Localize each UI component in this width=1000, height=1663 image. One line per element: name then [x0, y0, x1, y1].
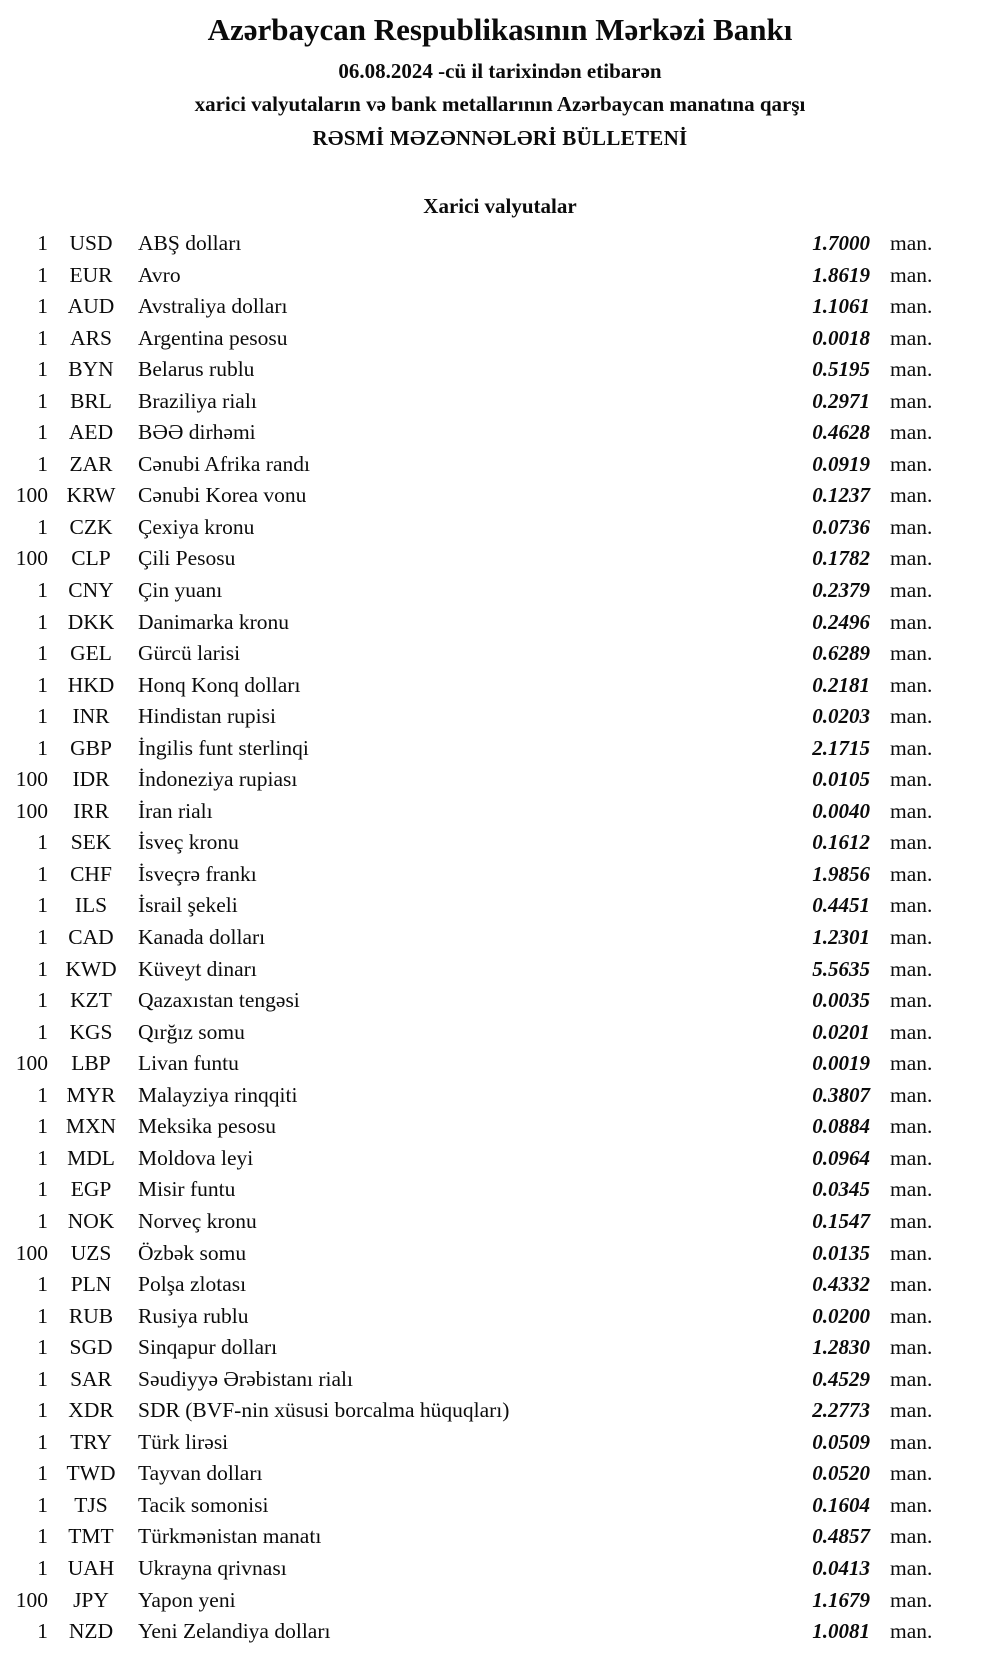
currency-code-cell: MDL — [67, 1145, 115, 1170]
rate-cell: 1.0081 — [812, 1619, 870, 1644]
rate-cell: 0.0200 — [812, 1303, 870, 1328]
currency-code-cell: JPY — [73, 1587, 109, 1612]
currency-code-cell: EUR — [69, 262, 113, 287]
currency-name-cell: Hindistan rupisi — [138, 704, 276, 729]
rate-cell: 0.0201 — [812, 1019, 870, 1044]
rate-cell: 0.0736 — [812, 514, 870, 539]
currency-code-cell: KRW — [66, 483, 116, 508]
table-row — [0, 733, 1000, 765]
unit-cell: man. — [890, 262, 933, 287]
currency-name-cell: Tacik somonisi — [138, 1492, 269, 1517]
table-row — [0, 607, 1000, 639]
unit-cell: man. — [890, 388, 933, 413]
currency-code-cell: XDR — [68, 1398, 114, 1423]
currency-name-cell: Tayvan dolları — [138, 1461, 263, 1486]
currency-name-cell: Çexiya kronu — [138, 514, 255, 539]
table-row — [0, 1111, 1000, 1143]
table-row — [0, 890, 1000, 922]
unit-cell: man. — [890, 325, 933, 350]
rate-cell: 0.3807 — [812, 1082, 870, 1107]
table-row — [0, 1143, 1000, 1175]
unit-cell: man. — [890, 925, 933, 950]
rate-cell: 2.1715 — [812, 735, 870, 760]
quantity-cell: 1 — [37, 1145, 48, 1170]
unit-cell: man. — [890, 641, 933, 666]
quantity-cell: 1 — [37, 830, 48, 855]
currency-code-cell: CAD — [68, 925, 114, 950]
currency-name-cell: Braziliya rialı — [138, 388, 257, 413]
currency-code-cell: MYR — [66, 1082, 116, 1107]
section-title-foreign-currencies: Xarici valyutalar — [423, 194, 577, 218]
quantity-cell: 1 — [37, 231, 48, 255]
rate-cell: 0.4628 — [812, 420, 870, 445]
subject-line: xarici valyutaların və bank metallarının Azərbaycan manatına qarşı — [194, 92, 806, 116]
table-row — [0, 260, 1000, 292]
unit-cell: man. — [890, 1524, 933, 1549]
currency-name-cell: Danimarka kronu — [138, 609, 290, 634]
table-row — [0, 796, 1000, 828]
currency-code-cell: AUD — [67, 294, 115, 319]
unit-cell: man. — [890, 1082, 933, 1107]
unit-cell: man. — [890, 294, 933, 319]
unit-cell: man. — [890, 735, 933, 760]
currency-name-cell: Malayziya rinqqiti — [138, 1082, 298, 1107]
currency-code-cell: GEL — [70, 641, 112, 666]
table-row — [0, 480, 1000, 512]
rate-cell: 0.0345 — [812, 1177, 870, 1202]
unit-cell: man. — [890, 988, 933, 1013]
currency-name-cell: Ukrayna qrivnası — [138, 1555, 287, 1580]
currency-code-cell: ILS — [74, 893, 108, 918]
table-row — [0, 291, 1000, 323]
unit-cell: man. — [890, 483, 933, 508]
quantity-cell: 1 — [37, 514, 48, 539]
quantity-cell: 100 — [15, 483, 48, 508]
currency-name-cell: Çili Pesosu — [138, 546, 236, 571]
currency-name-cell: Çin yuanı — [138, 578, 223, 603]
rate-cell: 0.0884 — [812, 1114, 870, 1139]
currency-code-cell: BYN — [68, 357, 114, 382]
table-row — [0, 859, 1000, 891]
unit-cell: man. — [890, 357, 933, 382]
unit-cell: man. — [890, 1145, 933, 1170]
unit-cell: man. — [890, 1619, 933, 1644]
quantity-cell: 1 — [37, 1177, 48, 1202]
quantity-cell: 1 — [37, 1335, 48, 1360]
unit-cell: man. — [890, 1051, 933, 1076]
effective-date-line: 06.08.2024 -cü il tarixindən etibarən — [338, 59, 662, 83]
table-row — [0, 1427, 1000, 1459]
rate-cell: 0.0105 — [812, 767, 870, 792]
rate-cell: 0.2181 — [812, 672, 870, 697]
currency-code-cell: UZS — [70, 1240, 112, 1265]
rate-cell: 0.0919 — [812, 451, 870, 476]
unit-cell: man. — [890, 1240, 933, 1265]
table-row — [0, 228, 1000, 260]
table-row — [0, 1332, 1000, 1364]
quantity-cell: 1 — [37, 1429, 48, 1454]
currency-code-cell: KWD — [65, 956, 117, 981]
currency-code-cell: TRY — [70, 1429, 112, 1454]
unit-cell: man. — [890, 1492, 933, 1517]
unit-cell: man. — [890, 1272, 933, 1297]
rate-cell: 1.8619 — [812, 262, 870, 287]
unit-cell: man. — [890, 1208, 933, 1233]
table-row — [0, 1458, 1000, 1490]
table-row — [0, 1048, 1000, 1080]
currency-name-cell: İsrail şekeli — [138, 893, 238, 918]
quantity-cell: 1 — [37, 294, 48, 319]
table-row — [0, 1585, 1000, 1617]
unit-cell: man. — [890, 1461, 933, 1486]
currency-code-cell: RUB — [68, 1303, 114, 1328]
quantity-cell: 1 — [37, 1303, 48, 1328]
table-row — [0, 764, 1000, 796]
rate-cell: 0.0413 — [812, 1555, 870, 1580]
rate-cell: 0.4332 — [812, 1272, 870, 1297]
currency-code-cell: NOK — [67, 1208, 115, 1233]
currency-name-cell: Livan funtu — [138, 1051, 239, 1076]
rate-cell: 0.6289 — [812, 641, 870, 666]
currency-name-cell: Qırğız somu — [138, 1019, 245, 1044]
currency-code-cell: DKK — [67, 609, 115, 634]
quantity-cell: 1 — [37, 956, 48, 981]
table-row — [0, 386, 1000, 418]
currency-name-cell: İsveçrə frankı — [138, 861, 257, 886]
rate-cell: 1.7000 — [812, 231, 870, 255]
currency-code-cell: CZK — [69, 514, 113, 539]
currency-name-cell: İsveç kronu — [138, 830, 239, 855]
quantity-cell: 1 — [37, 1492, 48, 1517]
currency-code-cell: TWD — [66, 1461, 116, 1486]
table-row — [0, 670, 1000, 702]
table-row — [0, 638, 1000, 670]
currency-code-cell: IRR — [73, 798, 109, 823]
quantity-cell: 100 — [15, 798, 48, 823]
table-row — [0, 1174, 1000, 1206]
quantity-cell: 100 — [15, 1051, 48, 1076]
unit-cell: man. — [890, 231, 933, 255]
currency-code-cell: TMT — [68, 1524, 114, 1549]
currency-name-cell: Avro — [138, 262, 181, 287]
currency-code-cell: SAR — [70, 1366, 112, 1391]
quantity-cell: 100 — [15, 767, 48, 792]
currency-code-cell: SEK — [70, 830, 112, 855]
unit-cell: man. — [890, 704, 933, 729]
unit-cell: man. — [890, 420, 933, 445]
quantity-cell: 1 — [37, 893, 48, 918]
unit-cell: man. — [890, 1335, 933, 1360]
unit-cell: man. — [890, 1303, 933, 1328]
quantity-cell: 100 — [15, 1587, 48, 1612]
currency-code-cell: ZAR — [69, 451, 113, 476]
rate-cell: 0.4451 — [812, 893, 870, 918]
unit-cell: man. — [890, 578, 933, 603]
currency-name-cell: Cənubi Korea vonu — [138, 483, 307, 508]
rate-cell: 1.1679 — [812, 1587, 870, 1612]
table-row — [0, 1301, 1000, 1333]
currency-name-cell: Meksika pesosu — [138, 1114, 276, 1139]
quantity-cell: 1 — [37, 609, 48, 634]
bank-title: Azərbaycan Respublikasının Mərkəzi Bankı — [207, 12, 793, 47]
unit-cell: man. — [890, 1429, 933, 1454]
currency-name-cell: SDR (BVF-nin xüsusi borcalma hüquqları) — [138, 1398, 510, 1423]
rate-cell: 0.1604 — [812, 1492, 870, 1517]
currency-code-cell: ARS — [70, 325, 112, 350]
currency-name-cell: Belarus rublu — [138, 357, 255, 382]
unit-cell: man. — [890, 1177, 933, 1202]
unit-cell: man. — [890, 1114, 933, 1139]
quantity-cell: 1 — [37, 925, 48, 950]
exchange-rates-table — [0, 228, 1000, 1648]
rate-cell: 0.0019 — [812, 1051, 870, 1076]
quantity-cell: 1 — [37, 672, 48, 697]
unit-cell: man. — [890, 1366, 933, 1391]
quantity-cell: 1 — [37, 1524, 48, 1549]
currency-code-cell: LBP — [71, 1051, 111, 1076]
quantity-cell: 1 — [37, 325, 48, 350]
rate-cell: 0.0040 — [812, 798, 870, 823]
rate-cell: 0.0964 — [812, 1145, 870, 1170]
currency-code-cell: NZD — [68, 1619, 114, 1644]
rate-cell: 2.2773 — [812, 1398, 870, 1423]
currency-code-cell: AED — [68, 420, 114, 445]
quantity-cell: 1 — [37, 1461, 48, 1486]
currency-name-cell: Qazaxıstan tengəsi — [138, 988, 300, 1013]
currency-name-cell: Sinqapur dolları — [138, 1335, 278, 1360]
currency-name-cell: Türkmənistan manatı — [138, 1524, 322, 1549]
table-row — [0, 417, 1000, 449]
rate-cell: 0.0018 — [812, 325, 870, 350]
currency-code-cell: KGS — [69, 1019, 113, 1044]
currency-code-cell: PLN — [70, 1272, 112, 1297]
unit-cell: man. — [890, 861, 933, 886]
quantity-cell: 1 — [37, 704, 48, 729]
unit-cell: man. — [890, 1555, 933, 1580]
quantity-cell: 1 — [37, 988, 48, 1013]
quantity-cell: 1 — [37, 1272, 48, 1297]
table-row — [0, 1521, 1000, 1553]
unit-cell: man. — [890, 1587, 933, 1612]
bulletin-title: RƏSMİ MƏZƏNNƏLƏRİ BÜLLETENİ — [312, 126, 688, 150]
currency-name-cell: Yapon yeni — [138, 1587, 236, 1612]
table-row — [0, 1490, 1000, 1522]
unit-cell: man. — [890, 893, 933, 918]
rate-cell: 0.1547 — [812, 1208, 870, 1233]
table-row — [0, 701, 1000, 733]
table-row — [0, 1553, 1000, 1585]
currency-name-cell: İran rialı — [138, 798, 213, 823]
quantity-cell: 1 — [37, 451, 48, 476]
rate-cell: 0.2971 — [812, 388, 870, 413]
rate-cell: 0.1782 — [812, 546, 870, 571]
currency-name-cell: İngilis funt sterlinqi — [138, 735, 309, 760]
table-row — [0, 543, 1000, 575]
rate-cell: 0.2496 — [812, 609, 870, 634]
currency-code-cell: UAH — [67, 1555, 115, 1580]
currency-name-cell: Səudiyyə Ərəbistanı rialı — [138, 1366, 353, 1391]
table-row — [0, 1364, 1000, 1396]
table-row — [0, 1017, 1000, 1049]
quantity-cell: 100 — [15, 1240, 48, 1265]
currency-name-cell: Misir funtu — [138, 1177, 236, 1202]
quantity-cell: 1 — [37, 735, 48, 760]
table-row — [0, 449, 1000, 481]
currency-name-cell: Türk lirəsi — [138, 1429, 229, 1454]
quantity-cell: 1 — [37, 1619, 48, 1644]
rate-cell: 0.2379 — [812, 578, 870, 603]
table-row — [0, 1616, 1000, 1648]
currency-name-cell: Argentina pesosu — [138, 325, 288, 350]
quantity-cell: 1 — [37, 1555, 48, 1580]
rate-cell: 1.2301 — [812, 925, 870, 950]
unit-cell: man. — [890, 1398, 933, 1423]
currency-code-cell: CHF — [70, 861, 112, 886]
table-row — [0, 354, 1000, 386]
rate-cell: 0.4529 — [812, 1366, 870, 1391]
table-row — [0, 512, 1000, 544]
unit-cell: man. — [890, 767, 933, 792]
quantity-cell: 1 — [37, 578, 48, 603]
currency-name-cell: Honq Konq dolları — [138, 672, 301, 697]
quantity-cell: 1 — [37, 1366, 48, 1391]
quantity-cell: 1 — [37, 641, 48, 666]
unit-cell: man. — [890, 609, 933, 634]
currency-name-cell: Cənubi Afrika randı — [138, 451, 310, 476]
currency-name-cell: Özbək somu — [138, 1240, 247, 1265]
unit-cell: man. — [890, 451, 933, 476]
table-row — [0, 985, 1000, 1017]
currency-code-cell: HKD — [67, 672, 115, 697]
table-row — [0, 323, 1000, 355]
quantity-cell: 100 — [15, 546, 48, 571]
currency-name-cell: Moldova leyi — [138, 1145, 254, 1170]
rate-cell: 0.0520 — [812, 1461, 870, 1486]
quantity-cell: 1 — [37, 1114, 48, 1139]
currency-code-cell: INR — [72, 704, 110, 729]
rate-cell: 1.1061 — [812, 294, 870, 319]
currency-code-cell: TJS — [74, 1492, 108, 1517]
rate-cell: 1.9856 — [812, 861, 870, 886]
rate-cell: 0.5195 — [812, 357, 870, 382]
unit-cell: man. — [890, 514, 933, 539]
table-row — [0, 1269, 1000, 1301]
currency-name-cell: Kanada dolları — [138, 925, 266, 950]
unit-cell: man. — [890, 672, 933, 697]
quantity-cell: 1 — [37, 1208, 48, 1233]
currency-name-cell: Küveyt dinarı — [138, 956, 257, 981]
rate-cell: 5.5635 — [812, 956, 870, 981]
unit-cell: man. — [890, 830, 933, 855]
rate-cell: 0.0035 — [812, 988, 870, 1013]
unit-cell: man. — [890, 956, 933, 981]
currency-code-cell: MXN — [65, 1114, 117, 1139]
currency-name-cell: Norveç kronu — [138, 1208, 257, 1233]
quantity-cell: 1 — [37, 1398, 48, 1423]
quantity-cell: 1 — [37, 1019, 48, 1044]
quantity-cell: 1 — [37, 420, 48, 445]
table-row — [0, 1395, 1000, 1427]
currency-code-cell: EGP — [70, 1177, 112, 1202]
currency-name-cell: Gürcü larisi — [138, 641, 241, 666]
rate-cell: 1.2830 — [812, 1335, 870, 1360]
table-row — [0, 827, 1000, 859]
currency-code-cell: USD — [69, 231, 113, 255]
currency-name-cell: Polşa zlotası — [138, 1272, 247, 1297]
currency-name-cell: Yeni Zelandiya dolları — [138, 1619, 331, 1644]
currency-code-cell: SGD — [69, 1335, 113, 1360]
quantity-cell: 1 — [37, 861, 48, 886]
rate-cell: 0.1612 — [812, 830, 870, 855]
currency-name-cell: Rusiya rublu — [138, 1303, 249, 1328]
rate-cell: 0.0135 — [812, 1240, 870, 1265]
currency-code-cell: BRL — [70, 388, 112, 413]
rate-cell: 0.0509 — [812, 1429, 870, 1454]
table-row — [0, 954, 1000, 986]
table-row — [0, 1206, 1000, 1238]
table-row — [0, 1238, 1000, 1270]
unit-cell: man. — [890, 798, 933, 823]
unit-cell: man. — [890, 546, 933, 571]
table-row — [0, 575, 1000, 607]
rate-cell: 0.1237 — [812, 483, 870, 508]
currency-code-cell: KZT — [70, 988, 112, 1013]
quantity-cell: 1 — [37, 262, 48, 287]
quantity-cell: 1 — [37, 357, 48, 382]
currency-name-cell: BƏƏ dirhəmi — [138, 420, 256, 445]
rate-cell: 0.4857 — [812, 1524, 870, 1549]
currency-name-cell: İndoneziya rupiası — [138, 767, 298, 792]
quantity-cell: 1 — [37, 1082, 48, 1107]
unit-cell: man. — [890, 1019, 933, 1044]
currency-name-cell: ABŞ dolları — [138, 231, 242, 255]
currency-code-cell: CLP — [71, 546, 111, 571]
currency-code-cell: GBP — [70, 735, 112, 760]
quantity-cell: 1 — [37, 388, 48, 413]
currency-code-cell: CNY — [68, 578, 114, 603]
currency-name-cell: Avstraliya dolları — [138, 294, 288, 319]
table-row — [0, 922, 1000, 954]
rate-cell: 0.0203 — [812, 704, 870, 729]
currency-code-cell: IDR — [72, 767, 110, 792]
table-row — [0, 1080, 1000, 1112]
